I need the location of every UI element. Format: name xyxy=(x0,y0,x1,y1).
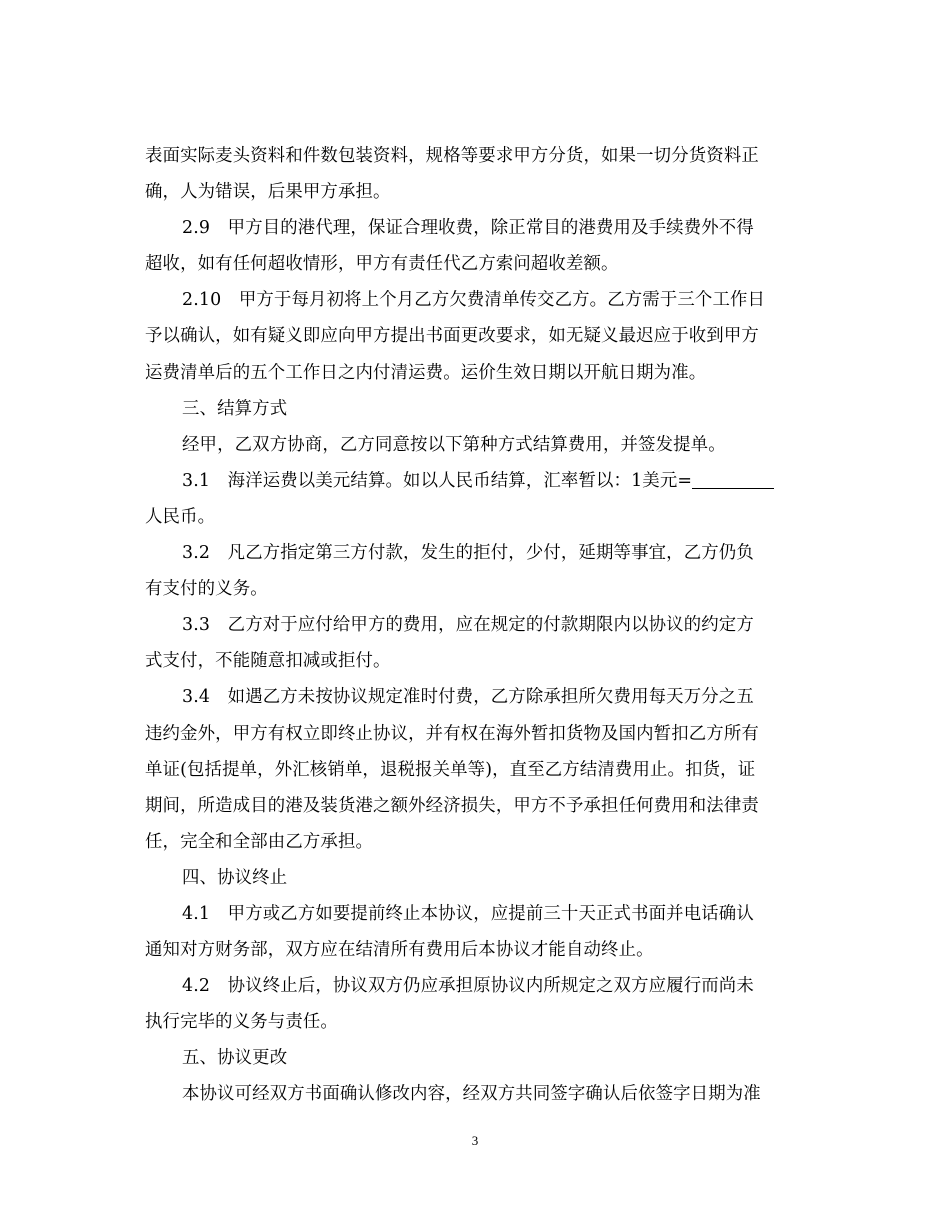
clause-2-9-line: 2.9 甲方目的港代理，保证合理收费，除正常目的港费用及手续费外不得 xyxy=(182,218,754,239)
text-line: 执行完毕的义务与责任。 xyxy=(145,1012,338,1033)
text-line: 超收，如有任何超收情形，甲方有责任代乙方索问超收差额。 xyxy=(145,254,619,275)
text-line: 期间，所造成目的港及装货港之额外经济损失，甲方不予承担任何费用和法律责 xyxy=(145,795,759,816)
text-line: 人民币。 xyxy=(145,506,216,527)
text-line: 单证(包括提单，外汇核销单，退税报关单等)，直至乙方结清费用止。扣货，证 xyxy=(145,759,756,780)
exchange-rate-blank xyxy=(692,468,774,489)
text-line: 式支付，不能随意扣减或拒付。 xyxy=(145,651,391,672)
text-line: 通知对方财务部，双方应在结清所有费用后本协议才能自动终止。 xyxy=(145,940,654,961)
text-line: 任，完全和全部由乙方承担。 xyxy=(145,831,374,852)
text-line: 经甲，乙双方协商，乙方同意按以下第种方式结算费用，并签发提单。 xyxy=(182,434,726,455)
section-heading-amendment: 五、协议更改 xyxy=(182,1048,288,1069)
clause-3-1-text: 3.1 海洋运费以美元结算。如以人民币结算，汇率暂以：1美元= xyxy=(182,470,693,491)
document-body xyxy=(145,138,805,1113)
text-line: 表面实际麦头资料和件数包装资料，规格等要求甲方分货，如果一切分货资料正 xyxy=(145,146,759,166)
section-heading-termination: 四、协议终止 xyxy=(182,867,288,888)
text-line: 确，人为错误，后果甲方承担。 xyxy=(145,182,391,203)
page-number: 3 xyxy=(471,1133,479,1148)
text-line: 运费清单后的五个工作日之内付清运费。运价生效日期以开航日期为准。 xyxy=(145,362,707,383)
clause-3-2-line: 3.2 凡乙方指定第三方付款，发生的拒付，少付，延期等事宜，乙方仍负 xyxy=(182,543,754,564)
clause-3-4-line: 3.4 如遇乙方未按协议规定准时付费，乙方除承担所欠费用每天万分之五 xyxy=(182,687,754,708)
text-line: 本协议可经双方书面确认修改内容，经双方共同签字确认后依签字日期为准 xyxy=(182,1084,761,1105)
section-heading-settlement: 三、结算方式 xyxy=(182,398,288,419)
clause-3-1-line xyxy=(145,463,805,499)
clause-2-10-line: 2.10 甲方于每月初将上个月乙方欠费清单传交乙方。乙方需于三个工作日 xyxy=(182,290,766,311)
clause-4-2-line: 4.2 协议终止后，协议双方仍应承担原协议内所规定之双方应履行而尚未 xyxy=(182,976,754,997)
text-line: 违约金外，甲方有权立即终止协议，并有权在海外暂扣货物及国内暂扣乙方所有 xyxy=(145,723,759,744)
text-line: 有支付的义务。 xyxy=(145,579,268,600)
text-line: 予以确认，如有疑义即应向甲方提出书面更改要求，如无疑义最迟应于收到甲方 xyxy=(145,326,759,347)
clause-3-3-line: 3.3 乙方对于应付给甲方的费用，应在规定的付款期限内以协议的约定方 xyxy=(182,615,754,636)
clause-4-1-line: 4.1 甲方或乙方如要提前终止本协议，应提前三十天正式书面并电话确认 xyxy=(182,903,754,924)
